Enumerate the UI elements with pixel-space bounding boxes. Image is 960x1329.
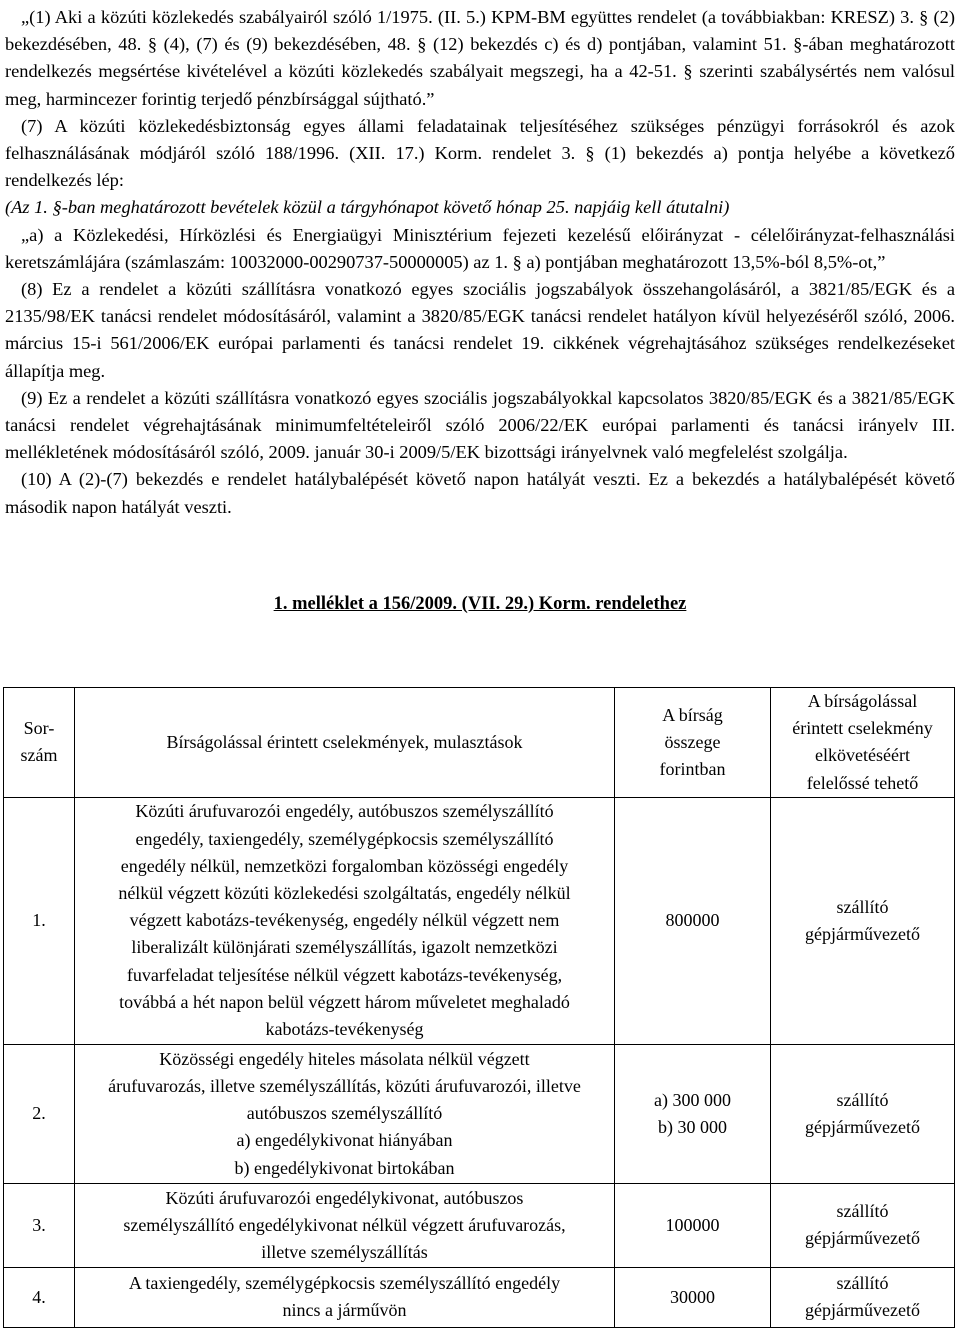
paragraph-italic-intro: (Az 1. §-ban meghatározott bevételek közül a tárgyhónapot követő hónap 25. napjáig kell átutalni) xyxy=(5,197,730,218)
row-responsible: szállító gépjárművezető xyxy=(771,1044,955,1183)
paragraph-7: (7) A közúti közlekedésbiztonság egyes állami feladatainak teljesítéséhez szükséges pénzügyi forrásokról és azok felhasználásának módjáról szóló 188/1996. (XII. 17.) Korm. rendelet 3. § (1) bekezdés a) pontja helyébe a következő rendelkezés lép: xyxy=(5,115,955,191)
table-header-row xyxy=(4,688,955,798)
row-responsible: szállító gépjárművezető xyxy=(771,1267,955,1327)
header-act: Bírságolással érintett cselekmények, mulasztások xyxy=(75,688,615,798)
row-num: 1. xyxy=(4,797,75,1044)
paragraph-kresz-amendment: „(1) Aki a közúti közlekedés szabályairól szóló 1/1975. (II. 5.) KPM-BM együttes rendelet (a továbbiakban: KRESZ) 3. § (2) bekezdésében, 48. § (4), (7) és (9) bekezdésében, 48. § (12) bekezdés c) és d) pontjában, valamint 51. §-ában meghatározott rendelkezés megsértése kivételével a közúti közlekedés szabályait megszegi, ha a 42-51. § szerinti szabálysértés nem valósul meg, harmincezer forintig terjedő pénzbírsággal sújtható.” xyxy=(5,7,955,109)
fines-table xyxy=(3,687,955,1328)
header-responsible: A bírságolással érintett cselekmény elkövetéséért felelőssé tehető xyxy=(771,688,955,798)
row-act: Közúti árufuvarozói engedély, autóbuszos személyszállító engedély, taxiengedély, személygépkocsis személyszállító engedély nélkül, nemzetközi forgalomban közösségi engedély nélkül végzett közúti közlekedési szolgáltatás, engedély nélkül végzett kabotázs-tevékenység, engedély nélkül végzett nem liberalizált különjárati személyszállítás, igazolt nemzetközi fuvarfeladat teljesítése nélkül végzett kabotázs-tevékenység, továbbá a hét napon belül végzett három műveletet meghaladó kabotázs-tevékenység xyxy=(75,797,615,1044)
paragraph-8: (8) Ez a rendelet a közúti szállításra vonatkozó egyes szociális jogszabályok összehangolásáról, a 3821/85/EGK és a 2135/98/EK tanácsi rendelet módosításáról, valamint a 3820/85/EGK tanácsi rendelet hatályon kívül helyezéséről szóló, 2006. március 15-i 561/2006/EK európai parlamenti és tanácsi rendelet 19. cikkének végrehajtásához szükséges rendelkezéseket állapítja meg. xyxy=(5,279,955,381)
row-responsible: szállító gépjárművezető xyxy=(771,797,955,1044)
annex-title: 1. melléklet a 156/2009. (VII. 29.) Korm. rendelethez xyxy=(273,593,687,614)
row-num: 3. xyxy=(4,1183,75,1267)
table-row xyxy=(4,1044,955,1183)
row-act: A taxiengedély, személygépkocsis személyszállító engedély nincs a járművön xyxy=(75,1267,615,1327)
table-row xyxy=(4,1267,955,1327)
row-amount: 800000 xyxy=(615,797,771,1044)
row-act: Közösségi engedély hiteles másolata nélkül végzett árufuvarozás, illetve személyszállítás, közúti árufuvarozói, illetve autóbuszos személyszállító a) engedélykivonat hiányában b) engedélykivonat birtokában xyxy=(75,1044,615,1183)
row-num: 4. xyxy=(4,1267,75,1327)
row-num: 2. xyxy=(4,1044,75,1183)
paragraph-a-point: „a) a Közlekedési, Hírközlési és Energiaügyi Minisztérium fejezeti kezelésű előirányzat - célelőirányzat-felhasználási keretszámlájára (számlaszám: 10032000-00290737-50000005) az 1. § a) pontjában meghatározott 13,5%-ból 8,5%-ot,” xyxy=(5,224,955,272)
header-num: Sor- szám xyxy=(4,688,75,798)
header-amount: A bírság összege forintban xyxy=(615,688,771,798)
paragraph-9: (9) Ez a rendelet a közúti szállításra vonatkozó egyes szociális jogszabályokkal kapcsolatos 3820/85/EGK és a 3821/85/EGK tanácsi rendelet végrehajtásának minimumfeltételeiről szóló 2006/22/EK európai parlamenti és tanácsi irányelv III. mellékletének módosításáról szóló, 2009. január 30-i 2009/5/EK bizottsági irányelvnek való megfelelést szolgálja. xyxy=(5,387,955,463)
row-responsible: szállító gépjárművezető xyxy=(771,1183,955,1267)
row-act: Közúti árufuvarozói engedélykivonat, autóbuszos személyszállító engedélykivonat nélkül végzett árufuvarozás, illetve személyszállítás xyxy=(75,1183,615,1267)
row-amount: 30000 xyxy=(615,1267,771,1327)
paragraph-10: (10) A (2)-(7) bekezdés e rendelet hatálybalépését követő napon hatályát veszti. Ez a bekezdés a hatálybalépését követő második napon hatályát veszti. xyxy=(5,469,955,517)
row-amount: 100000 xyxy=(615,1183,771,1267)
row-amount: a) 300 000 b) 30 000 xyxy=(615,1044,771,1183)
document-page xyxy=(5,4,955,616)
table-row xyxy=(4,1183,955,1267)
table-row xyxy=(4,797,955,1044)
